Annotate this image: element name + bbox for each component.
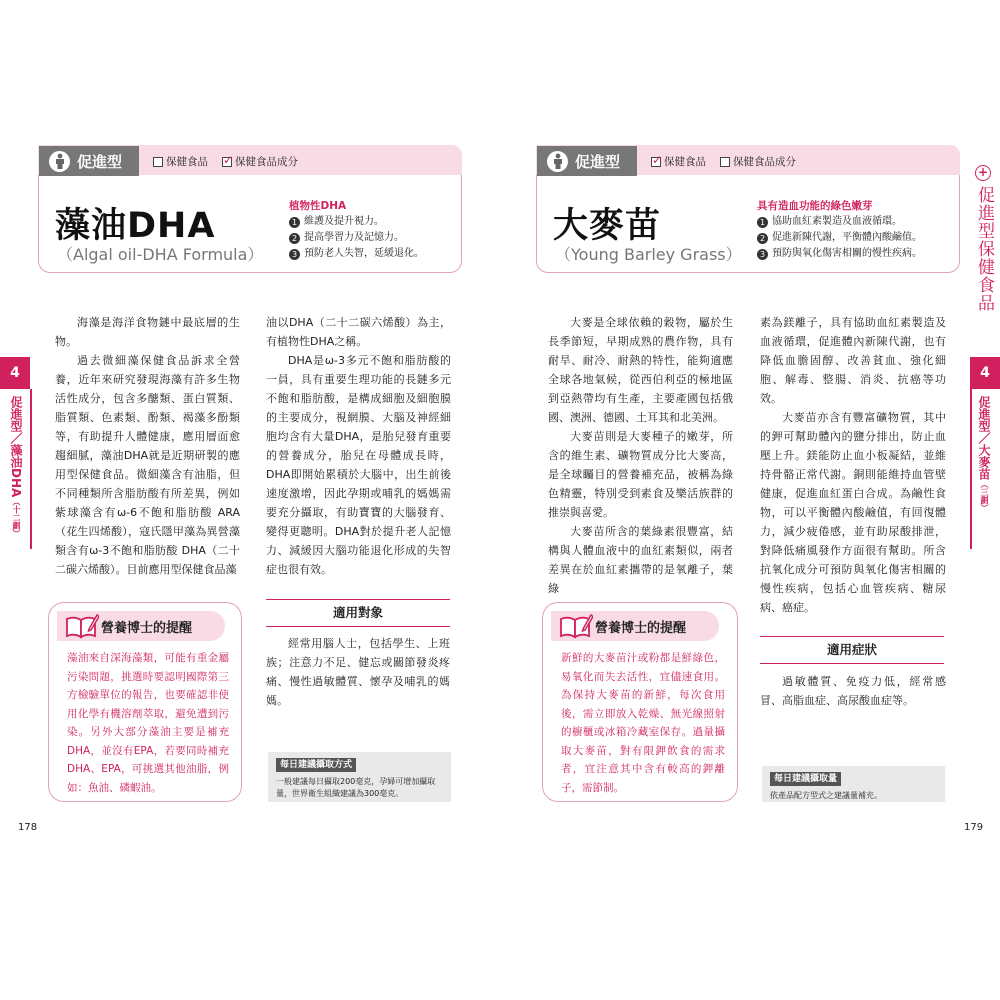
feature-title: 具有造血功能的綠色嫩芽 — [757, 200, 873, 212]
paragraph: 素為鎂離子，具有協助血紅素製造及血液循環，促進體內新陳代謝，也有降低血膽固醇、改善貧血、強化細胞、解毒、整腸、消炎、抗癌等功效。 — [760, 316, 946, 405]
product-title: 大麥苗 — [553, 206, 662, 246]
paragraph: 大麥苗則是大麥種子的嫩芽，所含的維生素、礦物質成分比大麥高，是全球矚目的營養補充品，被稱為綠色精靈，特別受到素食及樂活族群的推崇與喜愛。 — [548, 430, 733, 519]
product-title: 藻油DHA — [55, 206, 216, 246]
body-column-2 — [266, 313, 451, 579]
chapter-tab-number: 4 — [970, 357, 1000, 389]
person-icon — [49, 151, 70, 172]
feature-item: 3 預防與氧化傷害相關的慢性疾病。 — [757, 246, 922, 262]
daily-label: 每日建議攝取方式 — [276, 758, 356, 772]
daily-label: 每日建議攝取量 — [770, 772, 841, 786]
tip-title: 營養博士的提醒 — [595, 620, 687, 636]
category-checks — [153, 154, 298, 169]
feature-item: 2 促進新陳代謝，平衡體內酸鹼值。 — [757, 230, 922, 246]
tip-header — [57, 611, 225, 641]
product-subtitle: （Algal oil-DHA Formula） — [57, 245, 264, 264]
check-health-ingredient: 保健食品成分 — [720, 154, 796, 169]
checkbox-icon — [153, 157, 163, 167]
paragraph: 大麥苗所含的葉綠素很豐富，結構與人體血液中的血紅素類似，兩者差異在於血紅素攜帶的是氧離子，葉綠 — [548, 525, 733, 595]
type-tab — [537, 146, 637, 176]
chapter-tab-number: 4 — [0, 357, 30, 389]
check-health-ingredient: ✓ 保健食品成分 — [222, 154, 298, 169]
section-text: 經常用腦人士，包括學生、上班族；注意力不足、健忘或關節發炎疼痛、慢性過敏體質、懷孕及哺乳的媽媽。 — [266, 637, 450, 707]
paragraph: 油以DHA（二十二碳六烯酸）為主，有植物性DHA之稱。 — [266, 316, 451, 348]
paragraph: 過去微細藻保健食品訴求全營養，近年來研究發現海藻有許多生物活性成分，包含多醣類、蛋白質類、脂質類、色素類、酚類、褐藻多酚類等，有助提升人體健康，應用層面愈趨細膩，藻油DHA就是近期研製的應用型保健食品。微細藻含有油脂，但不同種類所含脂肪酸有所差異，例如紫球藻含有ω-6不飽和脂肪酸 ARA（花生四烯酸），寇氏隱甲藻為異營藻類含有ω-3不飽和脂肪酸 DHA（二十二碳六烯酸）。目前應用型保健食品藻 — [55, 354, 240, 576]
side-running-title: 促進型／藻油DHA（十二劃） — [9, 396, 23, 538]
paragraph: 大麥是全球依賴的穀物，屬於生長季節短，早期成熟的農作物，具有耐旱、耐冷、耐熱的特性，能夠適應全球各地氣候，從西伯利亞的極地區到亞熱帶均有生產，主要產國包括俄國、澳洲、德國、土耳其和北美洲。 — [548, 316, 733, 424]
side-rule — [970, 389, 972, 549]
type-tab — [39, 146, 139, 176]
feature-title: 植物性DHA — [289, 200, 347, 212]
right-page — [500, 0, 1000, 1000]
daily-intake-box — [268, 752, 451, 802]
section-title: 適用對象 — [266, 599, 450, 627]
page-number: 179 — [964, 822, 984, 833]
body-column-1 — [55, 313, 240, 579]
tip-box — [48, 602, 242, 802]
body-column-1 — [548, 313, 733, 598]
tip-header — [551, 611, 719, 641]
section-text: 過敏體質、免疫力低，經常感冒、高脂血症、高尿酸血症等。 — [760, 675, 946, 707]
tip-title: 營養博士的提醒 — [101, 620, 193, 636]
body-column-2 — [760, 313, 946, 617]
tip-text: 藻油來自深海藻類，可能有重金屬污染問題，挑選時要認明國際第三方檢驗單位的報告，也要確認非使用化學有機溶劑萃取，避免遭到污染。另外大部分藻油主要是補充DHA，並沒有EPA，若要同時補充DHA、EPA，可挑選其他油脂，例如：魚油、磷蝦油。 — [67, 652, 229, 794]
section-title: 適用症狀 — [760, 636, 944, 664]
paragraph: 大麥苗亦含有豐富礦物質，其中的鉀可幫助體內的鹽分排出，防止血壓上升。鎂能防止血小板凝結，並維持骨骼正常代謝。銅則能維持血管壁健康，促進血紅蛋白合成。為鹼性食物，可以平衡體內酸鹼值，有回復體力，減少疲倦感，並有助尿酸排泄，對降低痛風發作方面很有幫助。所含抗氧化成分可預防與氧化傷害相關的慢性疾病，包括心血管疾病、糖尿病、癌症。 — [760, 411, 946, 614]
product-header — [536, 145, 960, 273]
paragraph: DHA是ω-3多元不飽和脂肪酸的一員，具有重要生理功能的長鏈多元不飽和脂肪酸，是構成細胞及細胞膜的主要成分，視網膜、大腦及神經細胞均含有大量DHA，是胎兒發育重要的營養成分，胎兒在母體成長時，DHA即開始累積於大腦中，出生前後速度激增，因此孕期或哺乳的媽媽需要充分攝取，有助寶寶的大腦發育、變得更聰明。DHA對於提升老人記憶力、減緩因大腦功能退化形成的失智症也很有效。 — [266, 354, 451, 576]
daily-text: 一般建議每日攝取200毫克，孕婦可增加攝取量，世界衛生組織建議為300毫克。 — [276, 777, 436, 798]
feature-item: 1 協助血紅素製造及血液循環。 — [757, 214, 922, 230]
tip-box — [542, 602, 738, 802]
book-pencil-icon — [559, 613, 593, 643]
category-checks — [651, 154, 796, 169]
feature-item: 1 維護及提升視力。 — [289, 214, 424, 230]
plus-circle-icon: + — [975, 165, 991, 181]
side-rule — [30, 389, 32, 549]
book-pencil-icon — [65, 613, 99, 643]
daily-text: 依產品配方型式之建議量補充。 — [770, 791, 882, 800]
side-running-title: 促進型／大麥苗（三劃） — [977, 396, 991, 512]
tip-text: 新鮮的大麥苗汁或粉都是鮮綠色，易氧化而失去活性，宜儘速食用。為保持大麥苗的新鮮，每次食用後，需立即放入乾燥、無光線照射的櫥櫃或冰箱冷藏室保存。過量攝取大麥苗，對有限鉀飲食的需求者，宜注意其中含有較高的鉀離子，需節制。 — [561, 652, 725, 794]
product-header — [38, 145, 462, 273]
type-label: 促進型 — [575, 152, 621, 171]
product-subtitle: （Young Barley Grass） — [555, 245, 742, 264]
page-number: 178 — [18, 822, 38, 833]
check-health-food: 保健食品 — [153, 154, 208, 169]
checked-box-icon — [651, 157, 661, 167]
check-health-food: ✓ 保健食品 — [651, 154, 706, 169]
feature-item: 2 提高學習力及記憶力。 — [289, 230, 424, 246]
feature-list — [289, 198, 424, 262]
checkbox-icon — [720, 157, 730, 167]
feature-list — [757, 198, 922, 262]
person-icon — [547, 151, 568, 172]
checked-box-icon — [222, 157, 232, 167]
feature-item: 3 預防老人失智，延緩退化。 — [289, 246, 424, 262]
daily-intake-box — [762, 766, 945, 802]
type-label: 促進型 — [77, 152, 123, 171]
chapter-title: 促進型保健食品 — [974, 186, 994, 312]
paragraph: 海藻是海洋食物鏈中最底層的生物。 — [55, 316, 240, 348]
